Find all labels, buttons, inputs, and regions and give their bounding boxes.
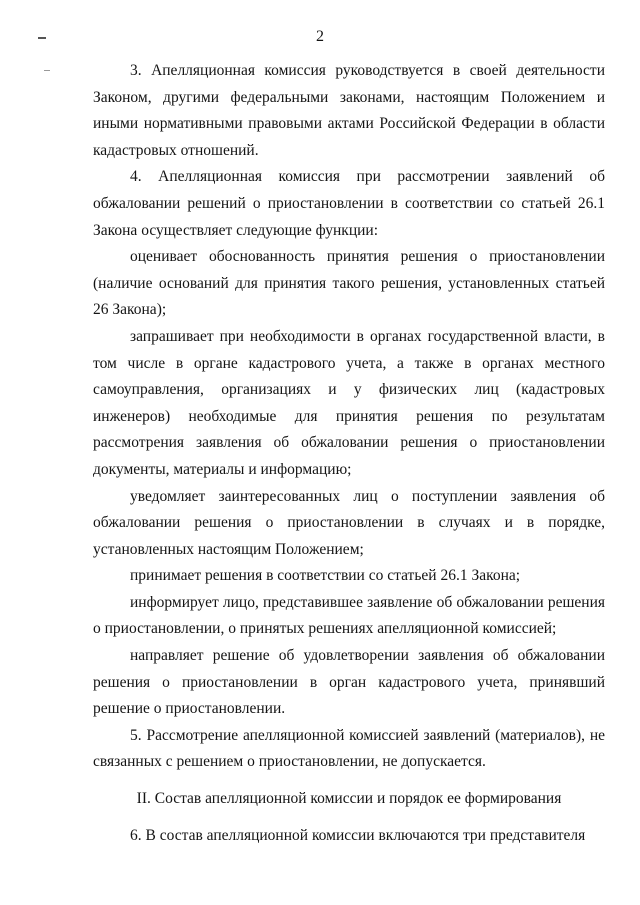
function-item: уведомляет заинтересованных лиц о поступлении заявления об обжаловании решения о приостановлении в случаях и в порядке, установленных настоящим Положением;	[93, 487, 605, 558]
paragraph-6: 6. В состав апелляционной комиссии включаются три представителя	[130, 826, 586, 844]
scan-mark	[44, 70, 50, 71]
page-number: 2	[316, 28, 324, 45]
function-item: принимает решения в соответствии со статьей 26.1 Закона;	[130, 567, 521, 585]
function-item: информирует лицо, представившее заявление об обжаловании решения о приостановлении, о принятых решениях апелляционной комиссией;	[93, 593, 605, 638]
paragraph-4: 4. Апелляционная комиссия при рассмотрении заявлений об обжаловании решений о приостановлении в соответствии со статьей 26.1 Закона осуществляет следующие функции:	[93, 168, 605, 239]
paragraph-5: 5. Рассмотрение апелляционной комиссией заявлений (материалов), не связанных с решением о приостановлении, не допускается.	[93, 726, 605, 771]
function-item: оценивает обоснованность принятия решения о приостановлении (наличие оснований для принятия такого решения, установленных статьей 26 Закона);	[93, 248, 605, 319]
function-item: направляет решение об удовлетворении заявления об обжаловании решения о приостановлении в орган кадастрового учета, принявший решение о приостановлении.	[93, 647, 605, 718]
function-item: запрашивает при необходимости в органах государственной власти, в том числе в органе кадастрового учета, а также в органах местного самоуправления, организациях и у физических лиц (кадастровых инженеров) необходимые для принятия решения по результатам рассмотрения заявления об обжаловании решения о приостановлении документы, материалы и информацию;	[93, 327, 605, 478]
section-heading: II. Состав апелляционной комиссии и порядок ее формирования	[136, 790, 562, 808]
document-body	[93, 58, 605, 849]
paragraph-3: 3. Апелляционная комиссия руководствуется в своей деятельности Законом, другими федеральными законами, настоящим Положением и иными нормативными правовыми актами Российской Федерации в области кадастровых отношений.	[93, 62, 605, 159]
